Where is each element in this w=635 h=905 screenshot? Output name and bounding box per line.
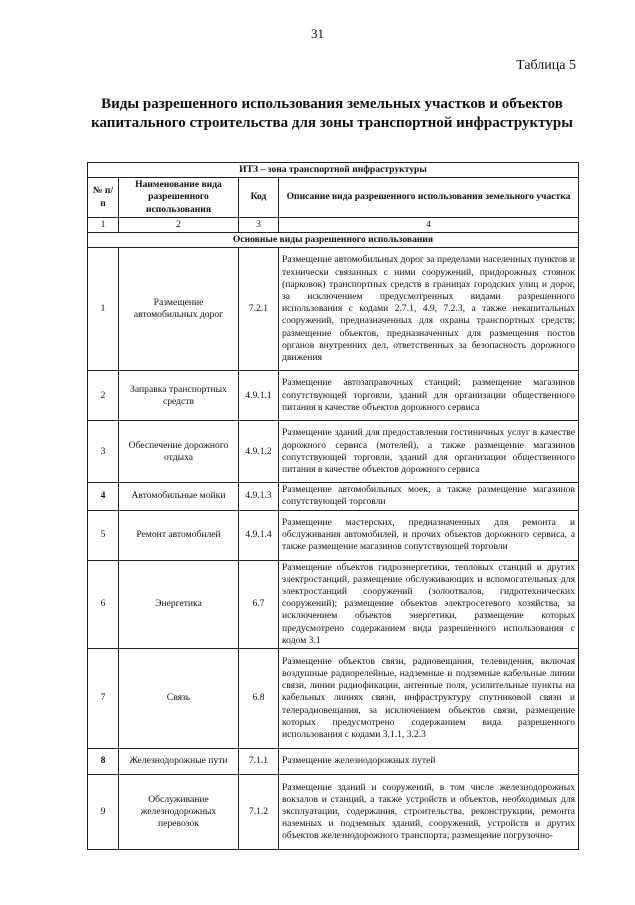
document-title: Виды разрешенного использования земельных участков и объектов капитального строительства для зоны транспортной инфраструктуры bbox=[91, 96, 573, 131]
zone-header: ИТЗ – зона транспортной инфраструктуры bbox=[88, 163, 579, 178]
row-description: Размещение объектов гидроэнергетики, тепловых станций и других электростанций, размещение обслуживающих и вспомогательных для электростанций сооружений (золоотвалов, гидротехнических сооружений); размещение объектов электросетевого хозяйства, за исключением объектов энергетики, размещение которых предусмотрено содержанием вида разрешенного использования с кодом 3.1 bbox=[279, 560, 579, 648]
row-name: Обеспечение дорожного отдыха bbox=[119, 421, 239, 483]
row-description: Размещение железнодорожных путей bbox=[279, 749, 579, 775]
table-row bbox=[88, 749, 579, 775]
column-header-row bbox=[88, 178, 579, 218]
column-number: 2 bbox=[119, 217, 239, 232]
section-title: Основные виды разрешенного использования bbox=[88, 233, 579, 248]
table-row bbox=[88, 649, 579, 749]
row-number: 2 bbox=[88, 371, 119, 421]
land-use-table bbox=[87, 162, 579, 850]
table-label: Таблица 5 bbox=[516, 58, 576, 73]
section-row bbox=[88, 233, 579, 248]
row-name: Автомобильные мойки bbox=[119, 483, 239, 510]
table-row bbox=[88, 421, 579, 483]
row-description: Размещение мастерских, предназначенных для ремонта и обслуживания автомобилей, и прочих объектов дорожного сервиса, а также размещение магазинов сопутствующей торговли bbox=[279, 510, 579, 560]
row-code: 4.9.1.1 bbox=[239, 371, 279, 421]
table-row bbox=[88, 560, 579, 648]
row-description: Размещение автомобильных дорог за пределами населенных пунктов и технически связанных с ними сооружений, придорожных стоянок (парковок) транспортных средств в границах городских улиц и дорог, за исключением предусмотренных видами разрешенного использования с кодами 2.7.1, 4.9, 7.2.3, а также некапитальных сооружений, предназначенных для охраны транспортных средств; размещение объектов, предназначенных для размещения постов органов внутренних дел, ответственных за безопасность дорожного движения bbox=[279, 248, 579, 371]
column-header-num: № п/п bbox=[88, 178, 119, 218]
row-name: Размещение автомобильных дорог bbox=[119, 248, 239, 371]
row-number: 7 bbox=[88, 649, 119, 749]
table-row bbox=[88, 510, 579, 560]
table-row bbox=[88, 248, 579, 371]
row-code: 4.9.1.4 bbox=[239, 510, 279, 560]
table-row bbox=[88, 483, 579, 510]
row-code: 6.7 bbox=[239, 560, 279, 648]
page-number: 31 bbox=[311, 26, 324, 41]
zone-header-row bbox=[88, 163, 579, 178]
column-number-row bbox=[88, 217, 579, 232]
column-number: 1 bbox=[88, 217, 119, 232]
row-code: 4.9.1.2 bbox=[239, 421, 279, 483]
row-code: 7.2.1 bbox=[239, 248, 279, 371]
column-header-code: Код bbox=[239, 178, 279, 218]
column-header-name: Наименование вида разрешенного использования bbox=[119, 178, 239, 218]
row-code: 7.1.1 bbox=[239, 749, 279, 775]
row-name: Железнодорожные пути bbox=[119, 749, 239, 775]
row-number: 3 bbox=[88, 421, 119, 483]
row-description: Размещение автомобильных моек, а также размещение магазинов сопутствующей торговли bbox=[279, 483, 579, 510]
row-name: Ремонт автомобилей bbox=[119, 510, 239, 560]
table-row bbox=[88, 775, 579, 850]
row-number: 4 bbox=[88, 483, 119, 510]
table-row bbox=[88, 371, 579, 421]
row-description: Размещение зданий и сооружений, в том числе железнодорожных вокзалов и станций, а также устройств и объектов, необходимых для эксплуатации, содержания, строительства, реконструкции, ремонта наземных и подземных зданий, сооружений, устройств и других объектов железнодорожного транспорта; размещение погрузочно- bbox=[279, 775, 579, 850]
row-code: 4.9.1.3 bbox=[239, 483, 279, 510]
row-number: 9 bbox=[88, 775, 119, 850]
row-number: 8 bbox=[88, 749, 119, 775]
row-description: Размещение объектов связи, радиовещания, телевидения, включая воздушные радиорелейные, надземные и подземные кабельные линии связи, линии радиофикации, антенные поля, усилительные пункты на кабельных линиях связи, инфраструктуру спутниковой связи и телерадиовещания, за исключением объектов связи, размещение которых предусмотрено содержанием вида разрешенного использования с кодами 3.1.1, 3.2.3 bbox=[279, 649, 579, 749]
column-number: 4 bbox=[279, 217, 579, 232]
column-header-desc: Описание вида разрешенного использования земельного участка bbox=[279, 178, 579, 218]
row-code: 6.8 bbox=[239, 649, 279, 749]
row-name: Энергетика bbox=[119, 560, 239, 648]
row-name: Заправка транспортных средств bbox=[119, 371, 239, 421]
row-description: Размещение автозаправочных станций; размещение магазинов сопутствующей торговли, зданий для организации общественного питания в качестве объектов дорожного сервиса bbox=[279, 371, 579, 421]
row-code: 7.1.2 bbox=[239, 775, 279, 850]
row-number: 5 bbox=[88, 510, 119, 560]
row-number: 6 bbox=[88, 560, 119, 648]
column-number: 3 bbox=[239, 217, 279, 232]
row-name: Связь bbox=[119, 649, 239, 749]
row-number: 1 bbox=[88, 248, 119, 371]
row-description: Размещение зданий для предоставления гостиничных услуг в качестве дорожного сервиса (мотелей), а также размещение магазинов сопутствующей торговли, зданий для организации общественного питания в качестве объектов дорожного сервиса bbox=[279, 421, 579, 483]
row-name: Обслуживание железнодорожных перевозок bbox=[119, 775, 239, 850]
